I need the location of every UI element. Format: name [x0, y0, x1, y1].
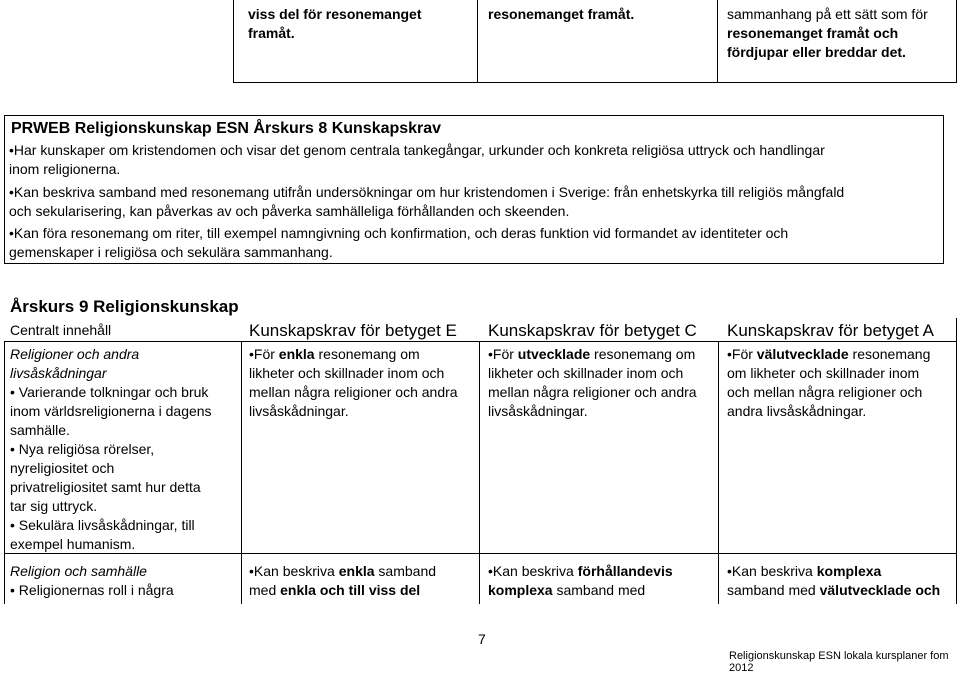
header-e: Kunskapskrav för betyget E — [249, 321, 457, 340]
header-central: Centralt innehåll — [10, 322, 112, 338]
row2-e: •Kan beskriva enkla samband med enkla och till viss del — [249, 563, 437, 598]
top-table-cell-1: viss del för resonemanget framåt. — [248, 6, 422, 41]
row2-a: •Kan beskriva komplexa samband med välutvecklade och — [727, 563, 941, 598]
prweb-title: PRWEB Religionskunskap ESN Årskurs 8 Kunskapskrav — [11, 120, 442, 137]
prweb-box — [4, 115, 944, 264]
section-heading: Årskurs 9 Religionskunskap — [10, 297, 239, 316]
row1-c: •För utvecklade resonemang om likheter och skillnader inom och mellan några religioner och andra livsåskådningar. — [488, 346, 697, 419]
top-table-cell-3: sammanhang på ett sätt som för resonemanget framåt och fördjupar eller breddar det. — [727, 6, 928, 60]
page-number: 7 — [478, 631, 486, 647]
row1-e: •För enkla resonemang om likheter och skillnader inom och mellan några religioner och andra livsåskådningar. — [249, 346, 458, 419]
prweb-bullet-3: •Kan föra resonemang om riter, till exempel namngivning och konfirmation, och deras funktion vid formandet av identiteter och gemenskaper i religiösa och sekulära sammanhang. — [9, 225, 789, 260]
row2-c: •Kan beskriva förhållandevis komplexa samband med — [488, 563, 673, 598]
row1-a: •För välutvecklade resonemang om likheter och skillnader inom och mellan några religioner och andra livsåskådningar. — [727, 346, 931, 419]
row1-central: Religioner och andra livsåskådningar • Varierande tolkningar och bruk inom världsreligionerna i dagens samhälle. • Nya religiösa rörelser, nyreligiositet och privatreligiositet samt hur detta tar sig uttryck. • Sekulära livsåskådningar, till exempel humanism. — [10, 346, 212, 552]
footer-text: Religionskunskap ESN lokala kursplaner fom 2012 — [729, 650, 949, 674]
prweb-bullet-1: •Har kunskaper om kristendomen och visar det genom centrala tankegångar, urkunder och konkreta religiösa uttryck och handlingar inom religionerna. — [9, 142, 825, 177]
row2-central: Religion och samhälle • Religionernas roll i några — [10, 563, 174, 598]
top-table-cell-2: resonemanget framåt. — [488, 6, 635, 22]
prweb-bullet-2: •Kan beskriva samband med resonemang utifrån undersökningar om hur kristendomen i Sverige: från enhetskyrka till religiös mångfald och sekularisering, kan påverkas av och påverka samhälleliga förhållanden och skeenden. — [9, 184, 845, 219]
header-c: Kunskapskrav för betyget C — [488, 321, 697, 340]
header-a: Kunskapskrav för betyget A — [727, 321, 934, 340]
